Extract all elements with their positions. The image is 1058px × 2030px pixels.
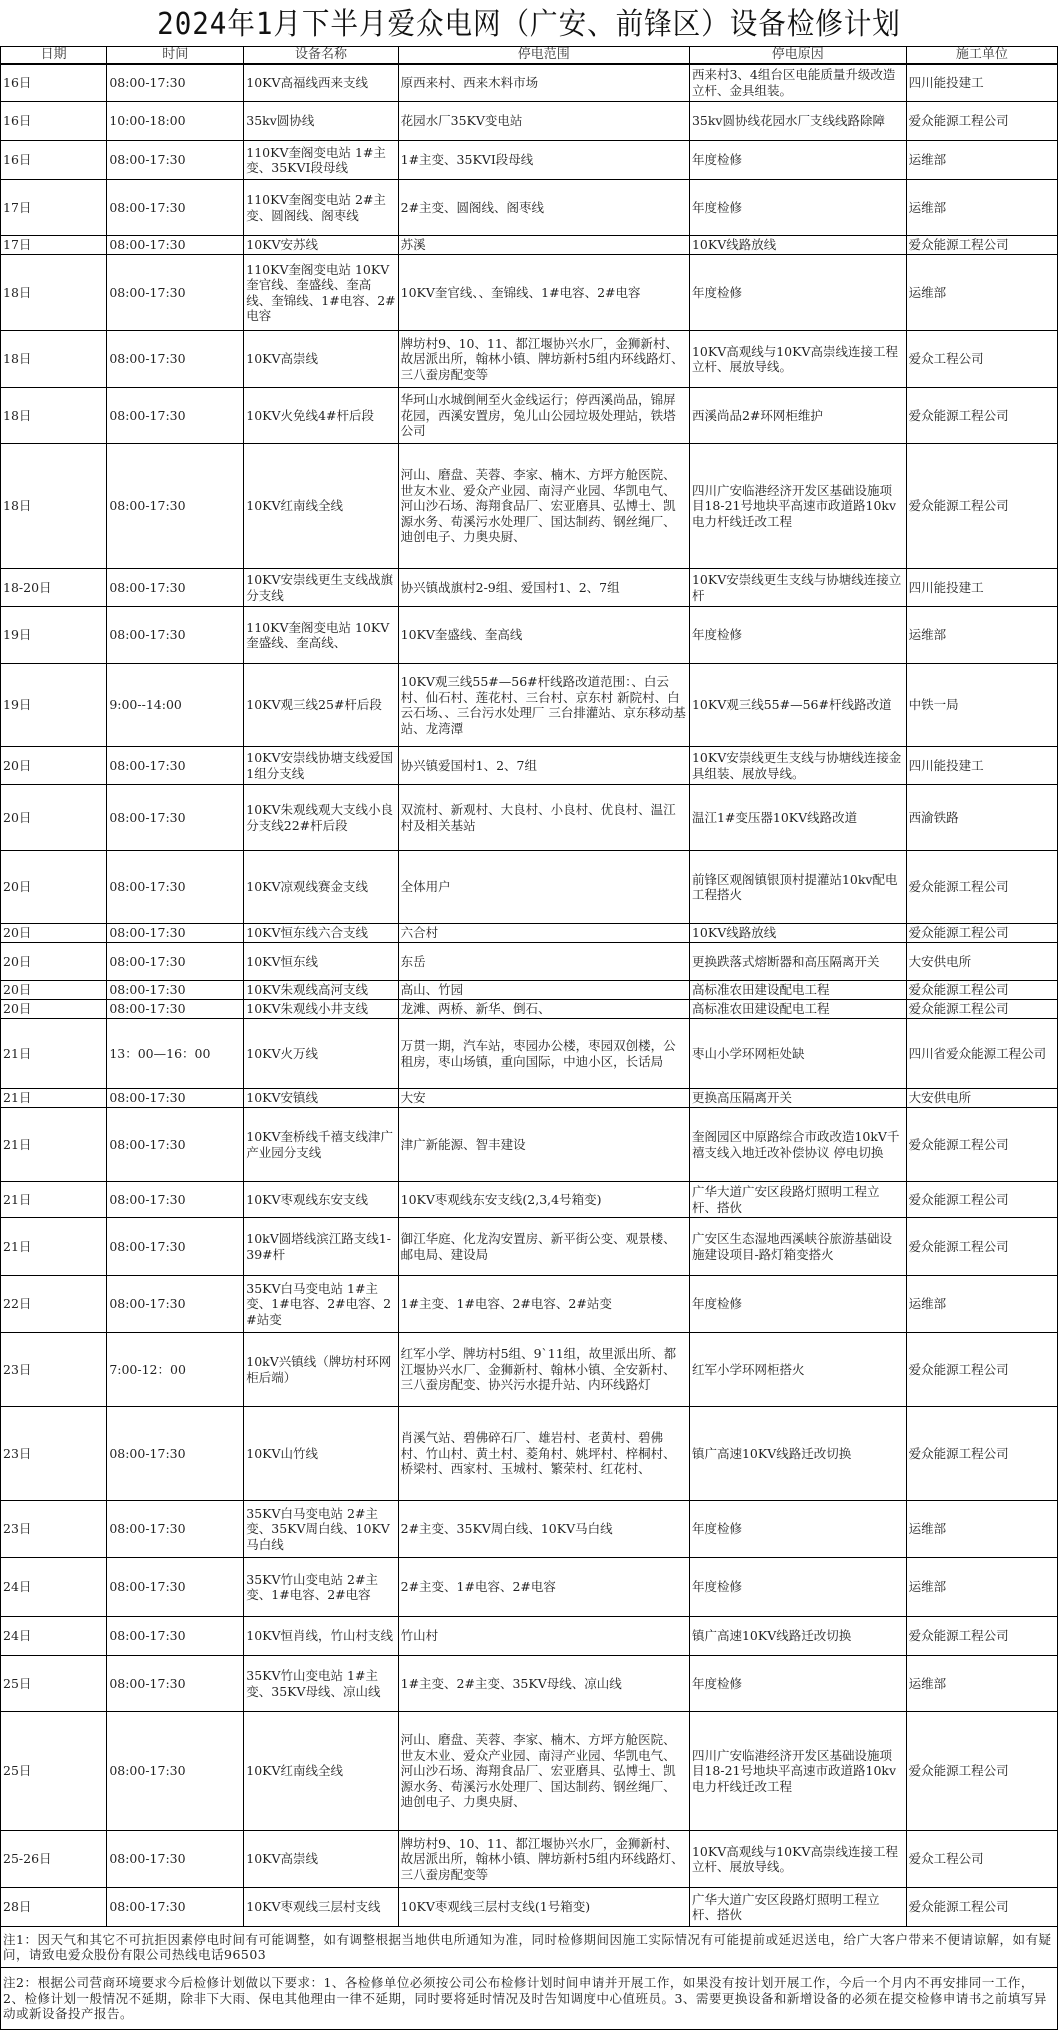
cell-contractor: 运维部 — [906, 141, 1057, 180]
cell-equipment: 10KV红南线全线 — [244, 1712, 398, 1831]
cell-equipment: 10KV山竹线 — [244, 1407, 398, 1501]
cell-time: 08:00-17:30 — [107, 1407, 244, 1501]
table-row — [1, 236, 1058, 255]
cell-date: 20日 — [1, 785, 107, 851]
cell-equipment: 10KV枣观线三层村支线 — [244, 1888, 398, 1927]
cell-equipment: 110KV奎阁变电站 1#主变、35KVI段母线 — [244, 141, 398, 180]
column-header-contractor: 施工单位 — [906, 47, 1057, 64]
cell-contractor: 爱众能源工程公司 — [906, 388, 1057, 444]
cell-time: 08:00-17:30 — [107, 64, 244, 102]
cell-date: 23日 — [1, 1501, 107, 1558]
cell-equipment: 10KV火免线4#杆后段 — [244, 388, 398, 444]
table-row — [1, 1218, 1058, 1276]
cell-equipment: 10KV朱观线观大支线小良分支线22#杆后段 — [244, 785, 398, 851]
column-header-outage-range: 停电范围 — [398, 47, 689, 64]
cell-date: 16日 — [1, 64, 107, 102]
cell-outage-range: 河山、磨盘、芙蓉、李家、楠木、方坪方舱医院、世友木业、爱众产业园、南浔产业园、华凯电气、河山沙石场、海翔食品厂、宏亚磨具、弘博士、凯源水务、荀溪污水处理厂、国达制药、钢丝绳厂、迪创电子、力奥央厨、 — [398, 444, 689, 569]
table-row — [1, 1712, 1058, 1831]
cell-equipment: 10KV火万线 — [244, 1019, 398, 1089]
cell-time: 9:00--14:00 — [107, 664, 244, 747]
cell-outage-reason: 镇广高速10KV线路迁改切换 — [689, 1407, 906, 1501]
cell-contractor: 四川省爱众能源工程公司 — [906, 1019, 1057, 1089]
cell-time: 08:00-17:30 — [107, 141, 244, 180]
cell-outage-range: 花园水厂35KV变电站 — [398, 102, 689, 141]
cell-time: 08:00-17:30 — [107, 1108, 244, 1182]
cell-outage-reason: 35kv圆协线花园水厂支线线路除障 — [689, 102, 906, 141]
column-header-equipment: 设备名称 — [244, 47, 398, 64]
cell-contractor: 爱众能源工程公司 — [906, 102, 1057, 141]
cell-outage-reason: 10KV线路放线 — [689, 924, 906, 943]
page-title: 2024年1月下半月爱众电网（广安、前锋区）设备检修计划 — [157, 7, 901, 42]
cell-outage-reason: 前锋区观阁镇银顶村提灌站10kv配电工程搭火 — [689, 851, 906, 924]
cell-equipment: 110KV奎阁变电站 10KV奎盛线、奎高线、 — [244, 607, 398, 664]
table-row — [1, 331, 1058, 388]
cell-time: 08:00-17:30 — [107, 1276, 244, 1333]
cell-time: 08:00-17:30 — [107, 388, 244, 444]
cell-contractor: 四川能投建工 — [906, 64, 1057, 102]
cell-date: 18日 — [1, 388, 107, 444]
cell-date: 20日 — [1, 924, 107, 943]
table-row — [1, 1888, 1058, 1927]
column-header-date: 日期 — [1, 47, 107, 64]
cell-date: 21日 — [1, 1182, 107, 1218]
cell-time: 08:00-17:30 — [107, 1656, 244, 1712]
cell-equipment: 110KV奎阁变电站 10KV奎官线、奎盛线、奎高线、奎锦线、1#电容、2#电容 — [244, 255, 398, 331]
cell-date: 25日 — [1, 1712, 107, 1831]
cell-time: 7:00-12：00 — [107, 1333, 244, 1407]
cell-time: 08:00-17:30 — [107, 1558, 244, 1617]
cell-contractor: 爱众能源工程公司 — [906, 851, 1057, 924]
cell-date: 18日 — [1, 255, 107, 331]
cell-outage-reason: 高标准农田建设配电工程 — [689, 1000, 906, 1019]
cell-contractor: 四川能投建工 — [906, 569, 1057, 607]
table-row — [1, 785, 1058, 851]
table-row — [1, 1656, 1058, 1712]
cell-outage-range: 2#主变、35KV周白线、10KV马白线 — [398, 1501, 689, 1558]
cell-date: 25-26日 — [1, 1831, 107, 1888]
table-row — [1, 1333, 1058, 1407]
cell-contractor: 爱众能源工程公司 — [906, 236, 1057, 255]
table-row — [1, 1182, 1058, 1218]
cell-time: 08:00-17:30 — [107, 569, 244, 607]
cell-outage-reason: 年度检修 — [689, 1558, 906, 1617]
cell-time: 08:00-17:30 — [107, 1617, 244, 1656]
cell-outage-range: 津广新能源、智丰建设 — [398, 1108, 689, 1182]
cell-contractor: 爱众能源工程公司 — [906, 1712, 1057, 1831]
table-row — [1, 569, 1058, 607]
cell-outage-reason: 年度检修 — [689, 1501, 906, 1558]
cell-outage-range: 万贯一期，汽车站，枣园办公楼，枣园双创楼，公租房，枣山场镇，重向国际，中迪小区，长话局 — [398, 1019, 689, 1089]
cell-outage-range: 协兴镇爱国村1、2、7组 — [398, 747, 689, 785]
table-row — [1, 1617, 1058, 1656]
column-header-time: 时间 — [107, 47, 244, 64]
cell-time: 08:00-17:30 — [107, 785, 244, 851]
cell-outage-range: 竹山村 — [398, 1617, 689, 1656]
cell-contractor: 爱众能源工程公司 — [906, 1888, 1057, 1927]
cell-outage-reason: 西来村3、4组台区电能质量升级改造立杆、金具组装。 — [689, 64, 906, 102]
table-row — [1, 255, 1058, 331]
cell-equipment: 10KV朱观线小井支线 — [244, 1000, 398, 1019]
cell-date: 22日 — [1, 1276, 107, 1333]
cell-contractor: 运维部 — [906, 180, 1057, 236]
cell-outage-range: 双流村、新观村、大良村、小良村、优良村、温江村及相关基站 — [398, 785, 689, 851]
table-row — [1, 180, 1058, 236]
cell-outage-range: 10KV观三线55#—56#杆线路改道范围：、白云村、仙石村、莲花村、三台村、京东村 新院村、白云石场、、三台污水处理厂 三台排灌站、京东移动基站、龙湾潭 — [398, 664, 689, 747]
cell-time: 08:00-17:30 — [107, 1712, 244, 1831]
table-header-row — [1, 47, 1058, 64]
cell-equipment: 10KV安崇线协塘支线爱国1组分支线 — [244, 747, 398, 785]
table-row — [1, 943, 1058, 981]
cell-outage-range: 10KV奎官线、、奎锦线、1#电容、2#电容 — [398, 255, 689, 331]
cell-outage-reason: 广华大道广安区段路灯照明工程立杆、搭伙 — [689, 1888, 906, 1927]
cell-outage-reason: 四川广安临港经济开发区基础设施项目18-21号地块平高速市政道路10kv电力杆线迁改工程 — [689, 444, 906, 569]
cell-equipment: 10KV恒肖线，竹山村支线 — [244, 1617, 398, 1656]
cell-equipment: 35KV白马变电站 2#主变、35KV周白线、10KV马白线 — [244, 1501, 398, 1558]
table-row — [1, 1276, 1058, 1333]
cell-outage-range: 1#主变、35KVI段母线 — [398, 141, 689, 180]
cell-outage-reason: 广华大道广安区段路灯照明工程立杆、搭伙 — [689, 1182, 906, 1218]
cell-contractor: 爱众能源工程公司 — [906, 981, 1057, 1000]
cell-contractor: 运维部 — [906, 1558, 1057, 1617]
cell-outage-reason: 年度检修 — [689, 607, 906, 664]
cell-date: 28日 — [1, 1888, 107, 1927]
table-row — [1, 924, 1058, 943]
cell-outage-reason: 年度检修 — [689, 1656, 906, 1712]
note-row-1 — [1, 1927, 1058, 1968]
cell-equipment: 10KV枣观线东安支线 — [244, 1182, 398, 1218]
cell-outage-range: 10KV枣观线三层村支线(1号箱变) — [398, 1888, 689, 1927]
cell-outage-range: 协兴镇战旗村2-9组、爱国村1、2、7组 — [398, 569, 689, 607]
cell-outage-range: 原西来村、西来木料市场 — [398, 64, 689, 102]
cell-contractor: 运维部 — [906, 255, 1057, 331]
cell-equipment: 10KV安镇线 — [244, 1089, 398, 1108]
cell-time: 08:00-17:30 — [107, 1831, 244, 1888]
cell-time: 08:00-17:30 — [107, 924, 244, 943]
cell-equipment: 10KV凉观线赛金支线 — [244, 851, 398, 924]
cell-time: 08:00-17:30 — [107, 747, 244, 785]
cell-contractor: 运维部 — [906, 1276, 1057, 1333]
cell-date: 17日 — [1, 180, 107, 236]
cell-outage-reason: 西溪尚品2#环网柜维护 — [689, 388, 906, 444]
cell-outage-reason: 广安区生态湿地西溪峡谷旅游基础设施建设项目-路灯箱变搭火 — [689, 1218, 906, 1276]
cell-time: 08:00-17:30 — [107, 851, 244, 924]
cell-date: 16日 — [1, 141, 107, 180]
cell-time: 13：00—16：00 — [107, 1019, 244, 1089]
cell-contractor: 运维部 — [906, 1501, 1057, 1558]
cell-outage-reason: 奎阁园区中原路综合市政改造10kV千禧支线入地迁改补偿协议 停电切换 — [689, 1108, 906, 1182]
cell-outage-range: 牌坊村9、10、11、都江堰协兴水厂，金狮新村、故居派出所，翰林小镇、牌坊新村5组内环线路灯、三八蚕房配变等 — [398, 1831, 689, 1888]
cell-outage-reason: 四川广安临港经济开发区基础设施项目18-21号地块平高速市政道路10kv电力杆线迁改工程 — [689, 1712, 906, 1831]
cell-contractor: 四川能投建工 — [906, 747, 1057, 785]
cell-contractor: 大安供电所 — [906, 1089, 1057, 1108]
cell-equipment: 10KV安苏线 — [244, 236, 398, 255]
cell-contractor: 大安供电所 — [906, 943, 1057, 981]
cell-time: 08:00-17:30 — [107, 607, 244, 664]
cell-outage-range: 1#主变、1#电容、2#电容、2#站变 — [398, 1276, 689, 1333]
table-row — [1, 1019, 1058, 1089]
cell-outage-range: 苏溪 — [398, 236, 689, 255]
table-row — [1, 1108, 1058, 1182]
cell-time: 08:00-17:30 — [107, 943, 244, 981]
cell-outage-range: 龙滩、两桥、新华、倒石、 — [398, 1000, 689, 1019]
cell-outage-reason: 高标准农田建设配电工程 — [689, 981, 906, 1000]
cell-outage-reason: 红军小学环网柜搭火 — [689, 1333, 906, 1407]
cell-outage-range: 红军小学、牌坊村5组、9`11组，故里派出所、都江堰协兴水厂、金狮新村、翰林小镇、全安新村、三八蚕房配变、协兴污水提升站、内环线路灯 — [398, 1333, 689, 1407]
cell-outage-range: 10KV枣观线东安支线(2,3,4号箱变) — [398, 1182, 689, 1218]
table-row — [1, 102, 1058, 141]
table-row — [1, 981, 1058, 1000]
table-row — [1, 1000, 1058, 1019]
table-row — [1, 64, 1058, 102]
cell-outage-range: 御江华庭、化龙沟安置房、新平街公变、观景楼、邮电局、建设局 — [398, 1218, 689, 1276]
cell-date: 19日 — [1, 664, 107, 747]
cell-contractor: 爱众能源工程公司 — [906, 1218, 1057, 1276]
cell-equipment: 10KV高崇线 — [244, 1831, 398, 1888]
table-row — [1, 851, 1058, 924]
cell-contractor: 西渝铁路 — [906, 785, 1057, 851]
cell-date: 18日 — [1, 331, 107, 388]
cell-contractor: 爱众工程公司 — [906, 1831, 1057, 1888]
cell-equipment: 10kV圆塔线滨江路支线1-39#杆 — [244, 1218, 398, 1276]
cell-contractor: 爱众能源工程公司 — [906, 1617, 1057, 1656]
cell-time: 08:00-17:30 — [107, 1218, 244, 1276]
cell-date: 18-20日 — [1, 569, 107, 607]
cell-date: 21日 — [1, 1218, 107, 1276]
cell-time: 08:00-17:30 — [107, 1089, 244, 1108]
cell-date: 20日 — [1, 851, 107, 924]
cell-equipment: 10KV观三线25#杆后段 — [244, 664, 398, 747]
cell-date: 16日 — [1, 102, 107, 141]
table-row — [1, 747, 1058, 785]
cell-outage-reason: 年度检修 — [689, 180, 906, 236]
cell-outage-reason: 10KV观三线55#—56#杆线路改道 — [689, 664, 906, 747]
cell-equipment: 10KV高福线西来支线 — [244, 64, 398, 102]
cell-outage-reason: 年度检修 — [689, 1276, 906, 1333]
cell-outage-reason: 10KV安崇线更生支线与协塘线连接立杆 — [689, 569, 906, 607]
cell-time: 08:00-17:30 — [107, 255, 244, 331]
cell-outage-reason: 年度检修 — [689, 141, 906, 180]
column-header-outage-reason: 停电原因 — [689, 47, 906, 64]
cell-outage-reason: 枣山小学环网柜处缺 — [689, 1019, 906, 1089]
cell-contractor: 运维部 — [906, 1656, 1057, 1712]
cell-outage-reason: 10KV高观线与10KV高崇线连接工程立杆、展放导线。 — [689, 331, 906, 388]
cell-outage-range: 东岳 — [398, 943, 689, 981]
cell-outage-range: 10KV奎盛线、奎高线 — [398, 607, 689, 664]
cell-equipment: 10KV安崇线更生支线战旗分支线 — [244, 569, 398, 607]
cell-date: 25日 — [1, 1656, 107, 1712]
table-row — [1, 1407, 1058, 1501]
cell-time: 08:00-17:30 — [107, 236, 244, 255]
cell-time: 08:00-17:30 — [107, 1888, 244, 1927]
cell-time: 08:00-17:30 — [107, 1000, 244, 1019]
table-row — [1, 444, 1058, 569]
cell-contractor: 运维部 — [906, 607, 1057, 664]
cell-equipment: 10KV红南线全线 — [244, 444, 398, 569]
cell-outage-range: 华珂山水城倒闸至火金线运行；停西溪尚品，锦屏花园，西溪安置房，兔儿山公园垃圾处理站，铁塔公司 — [398, 388, 689, 444]
note-row-2 — [1, 1968, 1058, 2030]
cell-outage-range: 肖溪气站、碧佛碎石厂、雄岩村、老黄村、碧佛村、竹山村、黄土村、菱角村、姚坪村、梓桐村、桥梁村、西家村、玉城村、繁荣村、红花村、 — [398, 1407, 689, 1501]
cell-contractor: 爱众能源工程公司 — [906, 444, 1057, 569]
cell-outage-reason: 10KV线路放线 — [689, 236, 906, 255]
cell-outage-reason: 年度检修 — [689, 255, 906, 331]
cell-time: 08:00-17:30 — [107, 444, 244, 569]
cell-date: 23日 — [1, 1407, 107, 1501]
cell-date: 19日 — [1, 607, 107, 664]
cell-date: 21日 — [1, 1108, 107, 1182]
note-2: 注2：根据公司营商环境要求今后检修计划做以下要求：1、各检修单位必须按公司公布检修计划时间申请并开展工作，如果没有按计划开展工作，今后一个月内不再安排同一工作，2、检修计划一般情况不延期，除非下大雨、保电其他理由一律不延期，同时要将延时情况及时告知调度中心值班员。3、需要更换设备和新增设备的必须在提交检修申请书之前填写异动或新设备投产报告。 — [1, 1968, 1058, 2030]
cell-time: 08:00-17:30 — [107, 1182, 244, 1218]
cell-date: 20日 — [1, 981, 107, 1000]
table-row — [1, 1089, 1058, 1108]
table-body — [1, 64, 1058, 1927]
cell-equipment: 35KV白马变电站 1#主变、1#电容、2#电容、2#站变 — [244, 1276, 398, 1333]
table-row — [1, 1831, 1058, 1888]
table-row — [1, 607, 1058, 664]
cell-outage-reason: 镇广高速10KV线路迁改切换 — [689, 1617, 906, 1656]
cell-contractor: 爱众能源工程公司 — [906, 1333, 1057, 1407]
cell-equipment: 10KV恒东线六合支线 — [244, 924, 398, 943]
cell-outage-reason: 更换跌落式熔断器和高压隔离开关 — [689, 943, 906, 981]
cell-date: 21日 — [1, 1019, 107, 1089]
cell-contractor: 爱众能源工程公司 — [906, 1108, 1057, 1182]
cell-equipment: 10KV朱观线高河支线 — [244, 981, 398, 1000]
cell-outage-reason: 10KV安崇线更生支线与协塘线连接金具组装、展放导线。 — [689, 747, 906, 785]
cell-time: 08:00-17:30 — [107, 1501, 244, 1558]
cell-outage-reason: 温江1#变压器10KV线路改道 — [689, 785, 906, 851]
table-row — [1, 1558, 1058, 1617]
cell-contractor: 中铁一局 — [906, 664, 1057, 747]
cell-contractor: 爱众能源工程公司 — [906, 1407, 1057, 1501]
cell-contractor: 爱众能源工程公司 — [906, 924, 1057, 943]
cell-outage-range: 牌坊村9、10、11、都江堰协兴水厂，金狮新村、故居派出所，翰林小镇、牌坊新村5组内环线路灯、三八蚕房配变等 — [398, 331, 689, 388]
cell-date: 17日 — [1, 236, 107, 255]
cell-date: 20日 — [1, 1000, 107, 1019]
cell-date: 24日 — [1, 1617, 107, 1656]
cell-outage-range: 2#主变、圆阁线、阁枣线 — [398, 180, 689, 236]
table-row — [1, 664, 1058, 747]
cell-outage-range: 全体用户 — [398, 851, 689, 924]
cell-date: 20日 — [1, 943, 107, 981]
cell-equipment: 10kV兴镇线（牌坊村环网柜后端） — [244, 1333, 398, 1407]
cell-time: 10:00-18:00 — [107, 102, 244, 141]
cell-contractor: 爱众能源工程公司 — [906, 1000, 1057, 1019]
cell-date: 21日 — [1, 1089, 107, 1108]
maintenance-plan-table — [0, 46, 1058, 2030]
cell-outage-reason: 10KV高观线与10KV高崇线连接工程立杆、展放导线。 — [689, 1831, 906, 1888]
cell-equipment: 35KV竹山变电站 1#主变、35KV母线、凉山线 — [244, 1656, 398, 1712]
cell-date: 18日 — [1, 444, 107, 569]
cell-contractor: 爱众能源工程公司 — [906, 1182, 1057, 1218]
table-row — [1, 1501, 1058, 1558]
table-row — [1, 141, 1058, 180]
cell-date: 24日 — [1, 1558, 107, 1617]
note-1: 注1：因天气和其它不可抗拒因素停电时间有可能调整，如有调整根据当地供电所通知为准，同时检修期间因施工实际情况有可能提前或延迟送电，给广大客户带来不便请谅解，如有疑问，请致电爱众股份有限公司热线电话96503 — [1, 1927, 1058, 1968]
cell-equipment: 110KV奎阁变电站 2#主变、圆阁线、阁枣线 — [244, 180, 398, 236]
cell-equipment: 35KV竹山变电站 2#主变、1#电容、2#电容 — [244, 1558, 398, 1617]
cell-outage-range: 六合村 — [398, 924, 689, 943]
cell-outage-range: 河山、磨盘、芙蓉、李家、楠木、方坪方舱医院、世友木业、爱众产业园、南浔产业园、华凯电气、河山沙石场、海翔食品厂、宏亚磨具、弘博士、凯源水务、荀溪污水处理厂、国达制药、钢丝绳厂、迪创电子、力奥央厨、 — [398, 1712, 689, 1831]
cell-date: 23日 — [1, 1333, 107, 1407]
table-row — [1, 388, 1058, 444]
cell-outage-range: 2#主变、1#电容、2#电容 — [398, 1558, 689, 1617]
cell-equipment: 10KV高崇线 — [244, 331, 398, 388]
cell-outage-range: 大安 — [398, 1089, 689, 1108]
cell-time: 08:00-17:30 — [107, 981, 244, 1000]
cell-equipment: 35kv圆协线 — [244, 102, 398, 141]
cell-contractor: 爱众工程公司 — [906, 331, 1057, 388]
cell-equipment: 10KV恒东线 — [244, 943, 398, 981]
cell-outage-reason: 更换高压隔离开关 — [689, 1089, 906, 1108]
cell-time: 08:00-17:30 — [107, 331, 244, 388]
cell-outage-range: 高山、竹园 — [398, 981, 689, 1000]
cell-time: 08:00-17:30 — [107, 180, 244, 236]
cell-outage-range: 1#主变、2#主变、35KV母线、凉山线 — [398, 1656, 689, 1712]
cell-equipment: 10KV奎桥线千禧支线津广产业园分支线 — [244, 1108, 398, 1182]
cell-date: 20日 — [1, 747, 107, 785]
